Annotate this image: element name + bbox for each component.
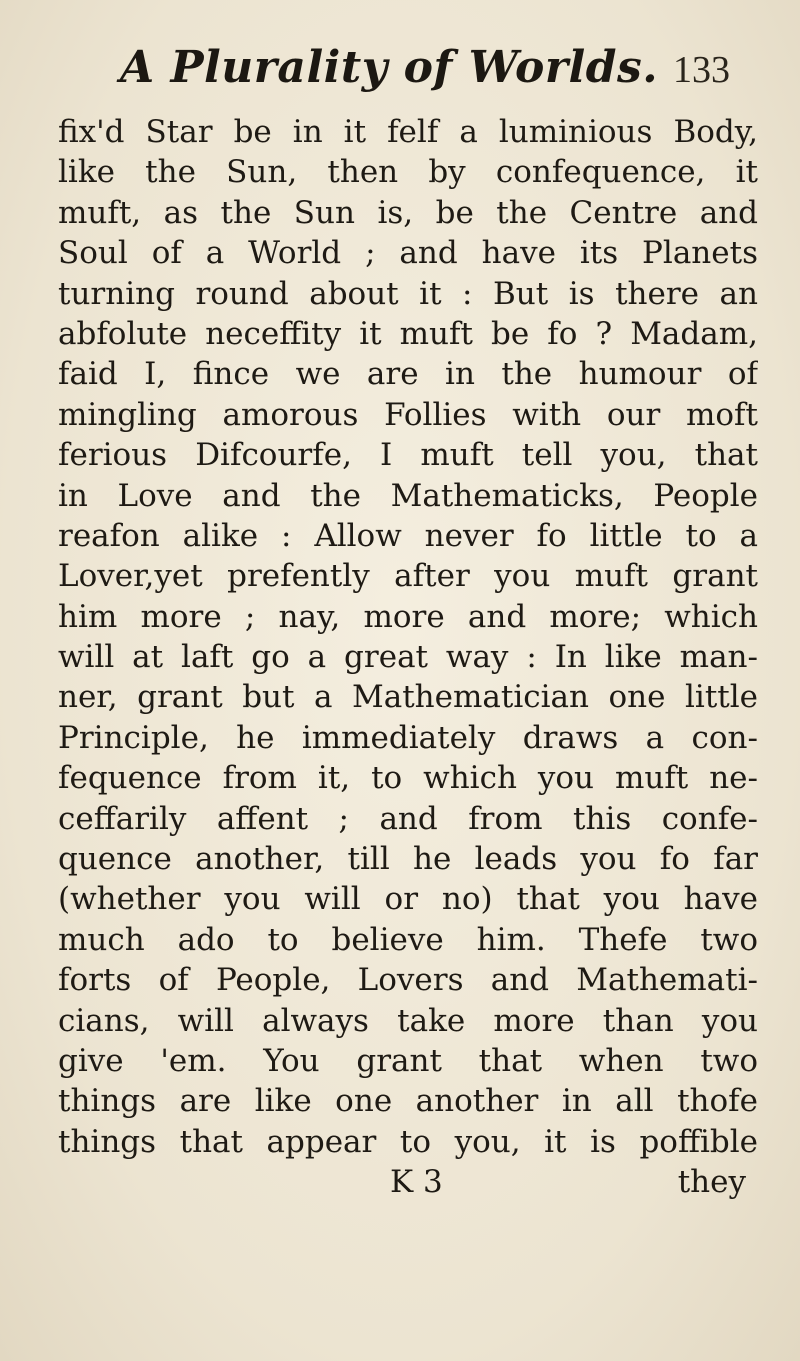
signature-mark: K 3	[390, 1164, 443, 1201]
text-line: forts of People, Lovers and Mathemati-	[58, 962, 758, 999]
text-line: Soul of a World ; and have its Planets	[58, 235, 758, 272]
text-line: ner, grant but a Mathematician one little	[58, 679, 758, 716]
text-line: ceffarily affent ; and from this confe-	[58, 800, 758, 837]
page-number: 133	[673, 49, 730, 91]
text-line: things that appear to you, it is poffible	[58, 1123, 758, 1160]
text-line: muft, as the Sun is, be the Centre and	[58, 194, 758, 231]
text-line: abfolute neceffity it muft be fo ? Madam,	[58, 315, 758, 352]
body-text	[58, 112, 758, 1203]
catchword: they	[677, 1164, 746, 1201]
text-line: turning round about it : But is there an	[58, 275, 758, 312]
text-line: him more ; nay, more and more; which	[58, 598, 758, 635]
text-line: cians, will always take more than you	[58, 1002, 758, 1039]
text-line: like the Sun, then by confequence, it	[58, 154, 758, 191]
text-line: much ado to believe him. Thefe two	[58, 921, 758, 958]
running-title: A Plurality of Worlds.	[120, 42, 659, 93]
text-line: ferious Difcourfe, I muft tell you, that	[58, 437, 758, 474]
text-line: (whether you will or no) that you have	[58, 881, 758, 918]
text-line: Principle, he immediately draws a con-	[58, 719, 758, 756]
text-line: quence another, till he leads you fo far	[58, 841, 758, 878]
text-line: things are like one another in all thofe	[58, 1083, 758, 1120]
text-line: Lover,yet prefently after you muft grant	[58, 558, 758, 595]
text-line: fix'd Star be in it felf a luminious Body,	[58, 114, 758, 150]
text-line: mingling amorous Follies with our moft	[58, 396, 758, 433]
page-header	[120, 42, 730, 102]
text-line: in Love and the Mathematicks, People	[58, 477, 758, 514]
text-line: reafon alike : Allow never fo little to a	[58, 517, 758, 554]
text-line: will at laft go a great way : In like man-	[58, 639, 758, 676]
text-line: fequence from it, to which you muft ne-	[58, 760, 758, 797]
text-line: faid I, fince we are in the humour of	[58, 356, 758, 393]
page-footer	[58, 1162, 758, 1202]
text-line: give 'em. You grant that when two	[58, 1042, 758, 1079]
